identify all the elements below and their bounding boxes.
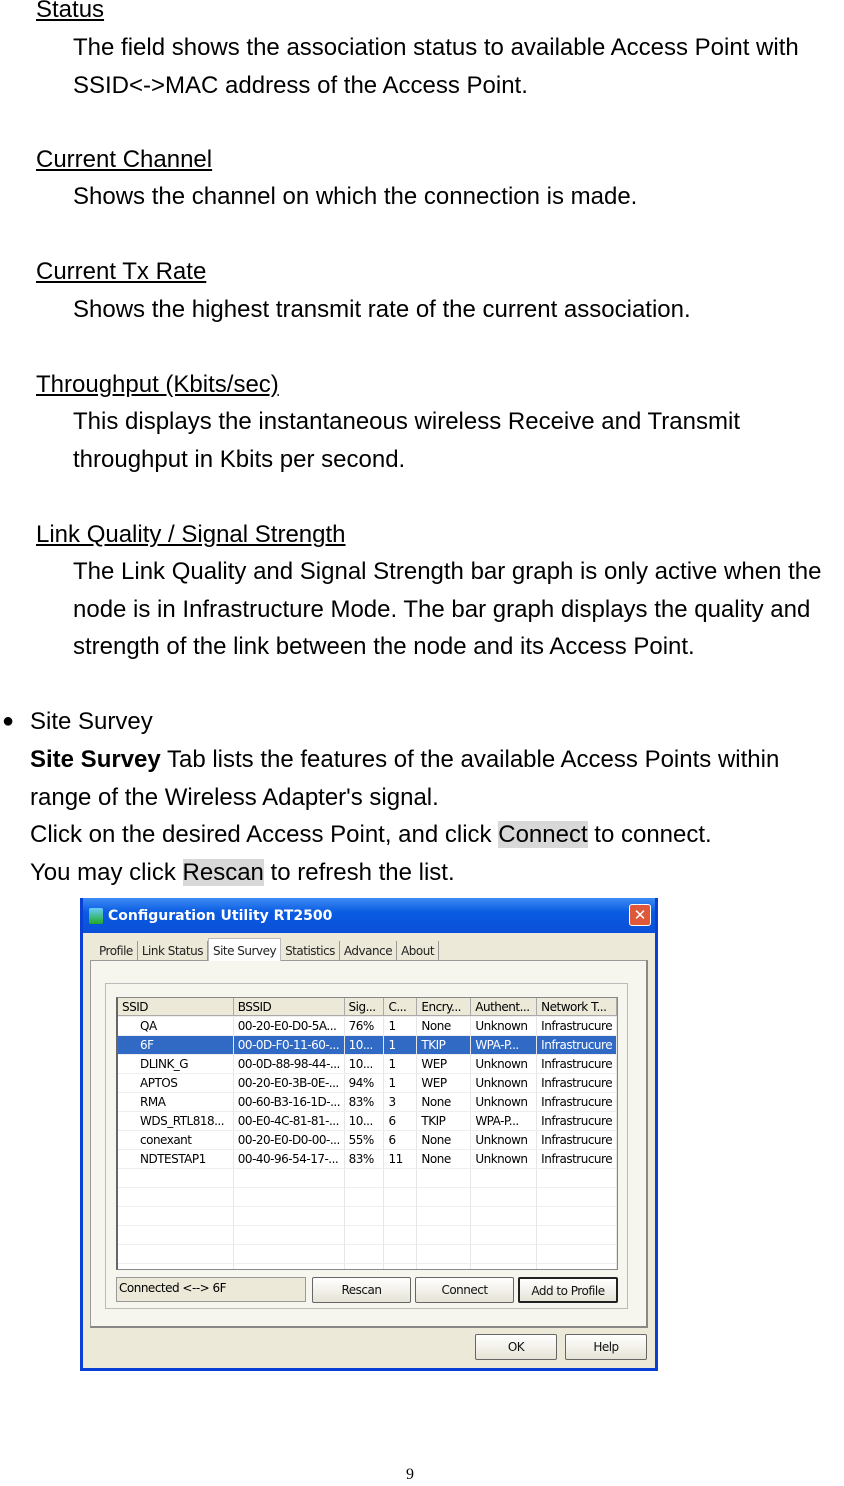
table-cell: 6 <box>384 1112 417 1130</box>
column-header[interactable]: SSID <box>118 998 234 1016</box>
table-cell <box>384 1188 417 1206</box>
table-cell: 10... <box>345 1036 385 1054</box>
empty-row[interactable] <box>118 1264 617 1270</box>
tx-rate-description: Shows the highest transmit rate of the current association. <box>73 296 691 323</box>
page-number: 9 <box>406 1466 414 1483</box>
table-row[interactable] <box>118 1150 617 1169</box>
empty-row[interactable] <box>118 1188 617 1207</box>
table-cell <box>118 1226 234 1244</box>
table-cell: 00-20-E0-D0-5A... <box>234 1017 345 1035</box>
table-cell: 00-0D-F0-11-60-... <box>234 1036 345 1054</box>
table-cell <box>384 1226 417 1244</box>
table-cell <box>345 1245 385 1263</box>
table-cell <box>345 1169 385 1187</box>
table-cell: 00-20-E0-3B-0E-... <box>234 1074 345 1092</box>
table-cell <box>118 1188 234 1206</box>
empty-row[interactable] <box>118 1169 617 1188</box>
table-cell <box>234 1207 345 1225</box>
tab-about[interactable]: About <box>397 941 439 961</box>
channel-description: Shows the channel on which the connection is made. <box>73 183 638 210</box>
table-cell: WEP <box>417 1074 471 1092</box>
table-row[interactable] <box>118 1112 617 1131</box>
table-cell: 83% <box>345 1093 385 1111</box>
text: Tab lists the features of the available Access Points within <box>160 746 780 773</box>
text-line: range of the Wireless Adapter's signal. <box>30 783 439 811</box>
table-cell: 10... <box>345 1055 385 1073</box>
table-cell: 3 <box>384 1093 417 1111</box>
table-cell: 76% <box>345 1017 385 1035</box>
table-cell <box>471 1188 537 1206</box>
heading-throughput: Throughput (Kbits/sec) <box>36 371 279 398</box>
table-cell: 00-40-96-54-17-... <box>234 1150 345 1168</box>
table-cell <box>384 1169 417 1187</box>
table-cell <box>345 1188 385 1206</box>
column-header[interactable]: Network T... <box>537 998 617 1016</box>
text-line: SSID<->MAC address of the Access Point. <box>73 71 528 99</box>
table-cell <box>417 1188 471 1206</box>
column-header[interactable]: Encry... <box>417 998 471 1016</box>
table-cell: WEP <box>417 1055 471 1073</box>
tab-link-status[interactable]: Link Status <box>138 941 208 961</box>
table-cell <box>118 1264 234 1270</box>
table-cell: Infrastrucure <box>537 1150 617 1168</box>
table-cell <box>118 1207 234 1225</box>
table-cell: Unknown <box>471 1074 537 1092</box>
table-row[interactable] <box>118 1131 617 1150</box>
table-cell <box>234 1226 345 1244</box>
table-cell: DLINK_G <box>118 1055 234 1073</box>
table-cell <box>118 1169 234 1187</box>
table-cell: Infrastrucure <box>537 1112 617 1130</box>
table-cell <box>471 1264 537 1270</box>
table-cell <box>234 1188 345 1206</box>
table-cell: Infrastrucure <box>537 1036 617 1054</box>
header-row[interactable] <box>118 998 617 1017</box>
table-cell <box>345 1207 385 1225</box>
table-cell: 00-0D-88-98-44-... <box>234 1055 345 1073</box>
tab-bar <box>95 941 439 961</box>
table-cell: 11 <box>384 1150 417 1168</box>
bullet-icon: ● <box>2 710 15 732</box>
column-header[interactable]: Sig... <box>345 998 385 1016</box>
table-cell: QA <box>118 1017 234 1035</box>
table-cell: Unknown <box>471 1093 537 1111</box>
table-row[interactable] <box>118 1036 617 1055</box>
table-cell: 94% <box>345 1074 385 1092</box>
column-header[interactable]: C... <box>384 998 417 1016</box>
column-header[interactable]: Authent... <box>471 998 537 1016</box>
app-icon <box>89 908 103 924</box>
text: to refresh the list. <box>263 858 455 886</box>
rescan-button[interactable]: Rescan <box>312 1277 411 1303</box>
text-line: The field shows the association status to available Access Point with <box>73 34 799 61</box>
text-line: strength of the link between the node and its Access Point. <box>73 633 695 660</box>
table-cell <box>345 1264 385 1270</box>
add-to-profile-button[interactable]: Add to Profile <box>518 1277 618 1303</box>
table-cell <box>537 1188 617 1206</box>
table-row[interactable] <box>118 1093 617 1112</box>
text-line: throughput in Kbits per second. <box>73 445 406 473</box>
table-cell: 1 <box>384 1036 417 1054</box>
text-line <box>30 816 779 854</box>
table-cell <box>417 1207 471 1225</box>
table-cell: 00-60-B3-16-1D-... <box>234 1093 345 1111</box>
table-cell <box>471 1226 537 1244</box>
table-cell: NDTESTAP1 <box>118 1150 234 1168</box>
table-cell: 00-20-E0-D0-00-... <box>234 1131 345 1149</box>
help-button[interactable]: Help <box>565 1334 647 1360</box>
table-cell: WPA-P... <box>471 1112 537 1130</box>
table-cell <box>384 1207 417 1225</box>
rescan-highlight: Rescan <box>182 858 264 886</box>
table-cell <box>537 1169 617 1187</box>
table-cell <box>234 1264 345 1270</box>
table-cell: APTOS <box>118 1074 234 1092</box>
table-cell: Unknown <box>471 1150 537 1168</box>
table-cell: 55% <box>345 1131 385 1149</box>
table-cell: None <box>417 1017 471 1035</box>
heading-tx-rate: Current Tx Rate <box>36 258 207 285</box>
text-line: The Link Quality and Signal Strength bar graph is only active when the <box>73 558 822 585</box>
status-description <box>73 29 799 104</box>
table-cell: 6F <box>118 1036 234 1054</box>
tab-advance[interactable]: Advance <box>340 941 397 961</box>
text: Click on the desired Access Point, and click <box>30 821 499 848</box>
table-row[interactable] <box>118 1055 617 1074</box>
heading-status: Status <box>36 0 105 23</box>
empty-row[interactable] <box>118 1226 617 1245</box>
table-cell: Infrastrucure <box>537 1055 617 1073</box>
tab-profile[interactable]: Profile <box>95 941 138 961</box>
table-cell: TKIP <box>417 1112 471 1130</box>
throughput-description <box>73 403 740 478</box>
table-cell: RMA <box>118 1093 234 1111</box>
table-cell <box>417 1169 471 1187</box>
table-cell <box>384 1264 417 1270</box>
table-cell <box>537 1226 617 1244</box>
heading-current-channel: Current Channel <box>36 146 213 173</box>
dialog-body <box>83 933 655 1368</box>
table-cell: None <box>417 1093 471 1111</box>
table-cell: 1 <box>384 1074 417 1092</box>
connect-button[interactable]: Connect <box>415 1277 514 1303</box>
text: You may click <box>30 858 183 886</box>
table-cell <box>471 1207 537 1225</box>
table-cell: None <box>417 1131 471 1149</box>
table-cell: Unknown <box>471 1131 537 1149</box>
table-cell: Infrastrucure <box>537 1093 617 1111</box>
bold-term: Site Survey <box>30 746 161 773</box>
site-survey-description <box>30 741 779 891</box>
text-line <box>30 854 779 892</box>
text-line: This displays the instantaneous wireless Receive and Transmit <box>73 408 740 435</box>
ok-button[interactable]: OK <box>475 1334 557 1360</box>
table-cell: Unknown <box>471 1017 537 1035</box>
table-cell: 1 <box>384 1017 417 1035</box>
table-cell: conexant <box>118 1131 234 1149</box>
connect-highlight: Connect <box>498 821 588 848</box>
table-row[interactable] <box>118 1074 617 1093</box>
table-cell: None <box>417 1150 471 1168</box>
table-cell: 83% <box>345 1150 385 1168</box>
empty-row[interactable] <box>118 1245 617 1264</box>
table-cell: TKIP <box>417 1036 471 1054</box>
table-cell <box>118 1245 234 1263</box>
text-line: node is in Infrastructure Mode. The bar graph displays the quality and <box>73 595 811 623</box>
table-cell <box>417 1245 471 1263</box>
table-cell: 10... <box>345 1112 385 1130</box>
table-cell: WPA-P... <box>471 1036 537 1054</box>
table-cell <box>345 1226 385 1244</box>
title-bar <box>83 898 655 933</box>
table-cell: 6 <box>384 1131 417 1149</box>
connection-status: Connected <--> 6F <box>116 1277 306 1302</box>
table-cell <box>537 1207 617 1225</box>
table-cell <box>471 1245 537 1263</box>
table-cell: Unknown <box>471 1055 537 1073</box>
table-cell <box>384 1245 417 1263</box>
empty-row[interactable] <box>118 1207 617 1226</box>
text-line <box>30 741 779 779</box>
column-header[interactable]: BSSID <box>234 998 345 1016</box>
table-cell: WDS_RTL818... <box>118 1112 234 1130</box>
table-cell <box>234 1169 345 1187</box>
table-cell: Infrastrucure <box>537 1017 617 1035</box>
heading-link-quality: Link Quality / Signal Strength <box>36 521 346 548</box>
table-cell <box>471 1169 537 1187</box>
table-cell <box>417 1264 471 1270</box>
site-survey-title: Site Survey <box>30 708 153 735</box>
access-point-list[interactable] <box>116 997 618 1270</box>
table-cell <box>537 1264 617 1270</box>
table-cell: 1 <box>384 1055 417 1073</box>
text: to connect. <box>587 821 712 848</box>
table-cell: Infrastrucure <box>537 1131 617 1149</box>
table-cell: 00-E0-4C-81-81-... <box>234 1112 345 1130</box>
dialog-title: Configuration Utility RT2500 <box>108 907 333 924</box>
configuration-utility-dialog <box>80 898 658 1371</box>
table-cell: Infrastrucure <box>537 1074 617 1092</box>
tab-statistics[interactable]: Statistics <box>281 941 340 961</box>
table-cell <box>537 1245 617 1263</box>
close-button[interactable]: ✕ <box>629 904 651 926</box>
table-cell <box>417 1226 471 1244</box>
link-quality-description <box>73 553 821 666</box>
table-cell <box>234 1245 345 1263</box>
table-row[interactable] <box>118 1017 617 1036</box>
tab-site-survey[interactable]: Site Survey <box>208 938 281 961</box>
